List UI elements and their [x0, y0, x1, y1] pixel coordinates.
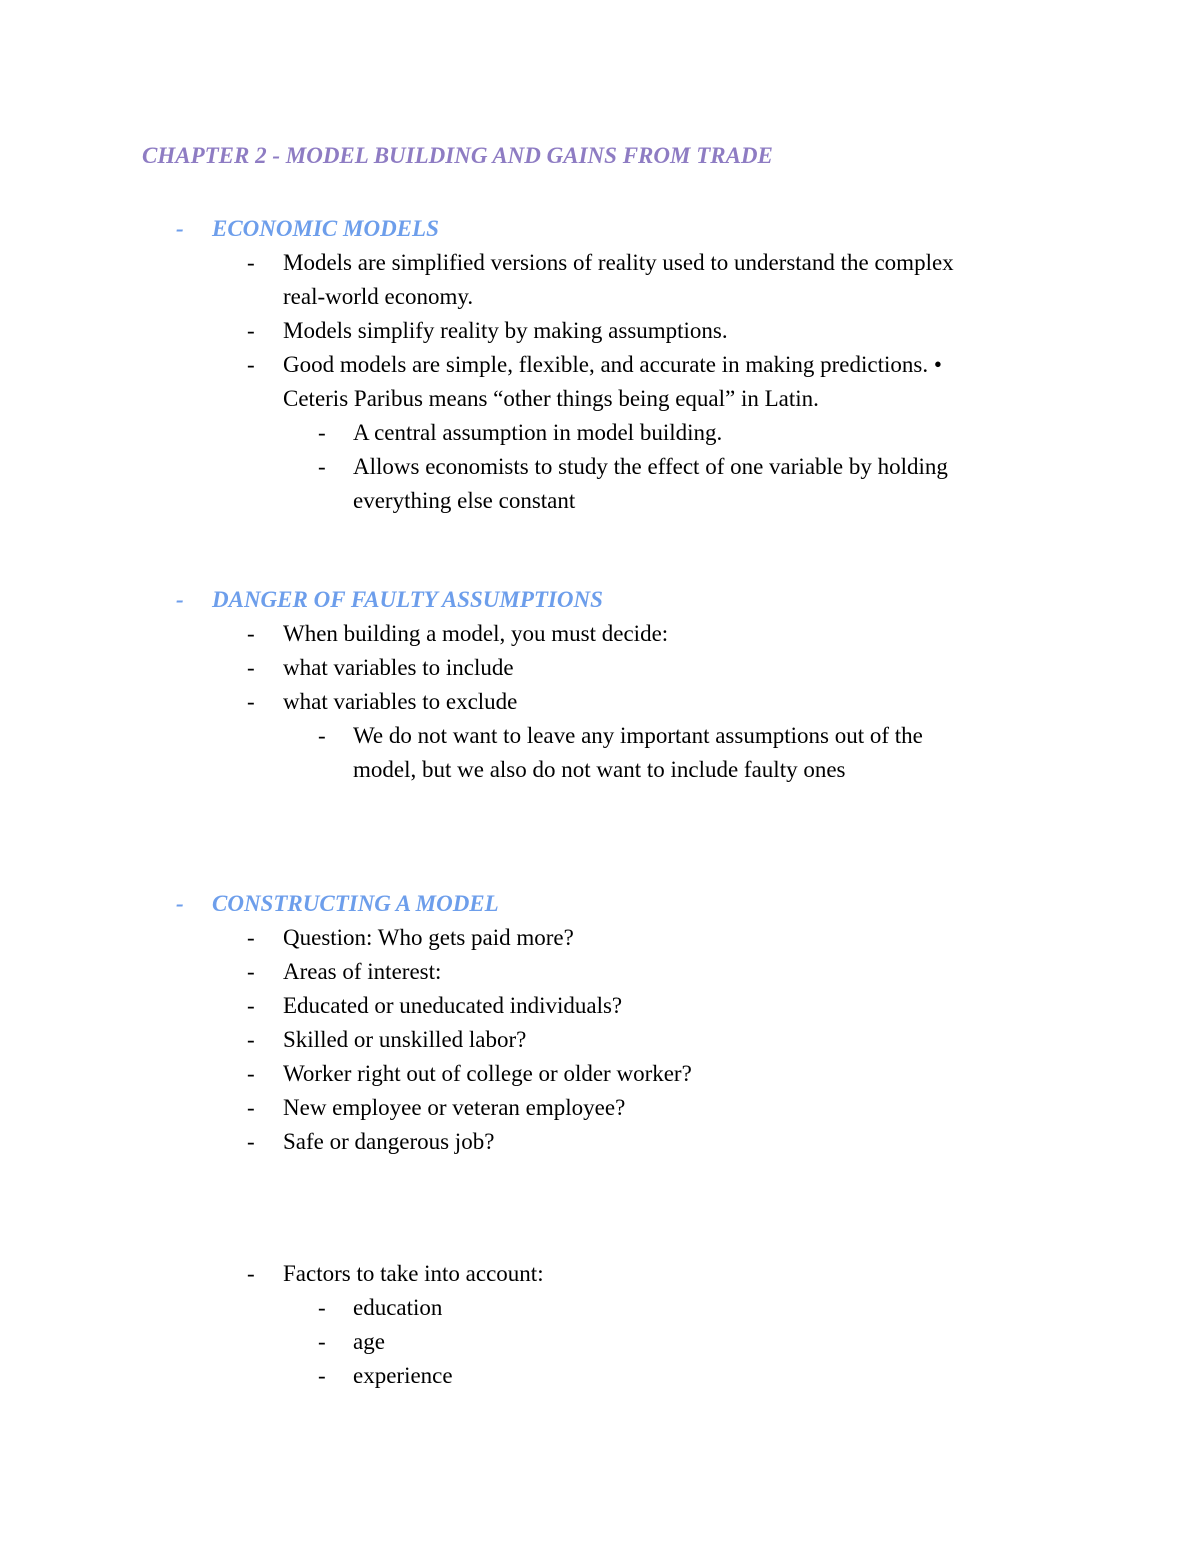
document-title: CHAPTER 2 - MODEL BUILDING AND GAINS FROM TRADE: [142, 143, 773, 168]
section-heading: DANGER OF FAULTY ASSUMPTIONS: [212, 587, 603, 612]
list-item-text: real-world economy.: [283, 284, 474, 309]
list-item-text: Factors to take into account:: [283, 1261, 544, 1286]
list-item-text: what variables to exclude: [283, 689, 518, 714]
list-item-text: Worker right out of college or older worker?: [283, 1061, 692, 1086]
list-item-text: A central assumption in model building.: [353, 420, 723, 445]
list-item-text: Areas of interest:: [283, 959, 442, 984]
list-bullet: -: [247, 621, 255, 646]
list-item-text: everything else constant: [353, 488, 576, 513]
heading-bullet: -: [176, 891, 184, 916]
list-item-text: We do not want to leave any important assumptions out of the: [353, 723, 923, 748]
list-bullet: -: [247, 1061, 255, 1086]
list-item-text: Safe or dangerous job?: [283, 1129, 495, 1154]
list-item-text: When building a model, you must decide:: [283, 621, 669, 646]
list-bullet: -: [247, 352, 255, 377]
list-item-text: what variables to include: [283, 655, 514, 680]
list-item-text: education: [353, 1295, 443, 1320]
list-bullet: -: [247, 925, 255, 950]
list-item-text: age: [353, 1329, 385, 1354]
list-item-text: Question: Who gets paid more?: [283, 925, 574, 950]
list-item-text: model, but we also do not want to include faulty ones: [353, 757, 846, 782]
list-bullet: -: [247, 689, 255, 714]
section-heading: CONSTRUCTING A MODEL: [212, 891, 499, 916]
list-bullet: -: [318, 723, 326, 748]
list-item-text: New employee or veteran employee?: [283, 1095, 626, 1120]
heading-bullet: -: [176, 216, 184, 241]
list-item-text: Models are simplified versions of reality used to understand the complex: [283, 250, 954, 275]
list-item-text: Allows economists to study the effect of one variable by holding: [353, 454, 948, 479]
list-bullet: -: [247, 250, 255, 275]
list-item-text: Ceteris Paribus means “other things being equal” in Latin.: [283, 386, 819, 411]
list-bullet: -: [318, 420, 326, 445]
list-bullet: -: [247, 993, 255, 1018]
list-item-text: Models simplify reality by making assumptions.: [283, 318, 728, 343]
list-bullet: -: [318, 1295, 326, 1320]
list-bullet: -: [318, 1363, 326, 1388]
list-item-text: Educated or uneducated individuals?: [283, 993, 623, 1018]
section-heading: ECONOMIC MODELS: [212, 216, 439, 241]
list-bullet: -: [247, 655, 255, 680]
list-bullet: -: [247, 1095, 255, 1120]
list-item-text: Good models are simple, flexible, and accurate in making predictions. •: [283, 352, 942, 377]
heading-bullet: -: [176, 587, 184, 612]
list-item-text: experience: [353, 1363, 453, 1388]
list-bullet: -: [318, 1329, 326, 1354]
list-bullet: -: [318, 454, 326, 479]
list-bullet: -: [247, 1129, 255, 1154]
list-bullet: -: [247, 1261, 255, 1286]
list-item-text: Skilled or unskilled labor?: [283, 1027, 527, 1052]
list-bullet: -: [247, 1027, 255, 1052]
list-bullet: -: [247, 318, 255, 343]
list-bullet: -: [247, 959, 255, 984]
